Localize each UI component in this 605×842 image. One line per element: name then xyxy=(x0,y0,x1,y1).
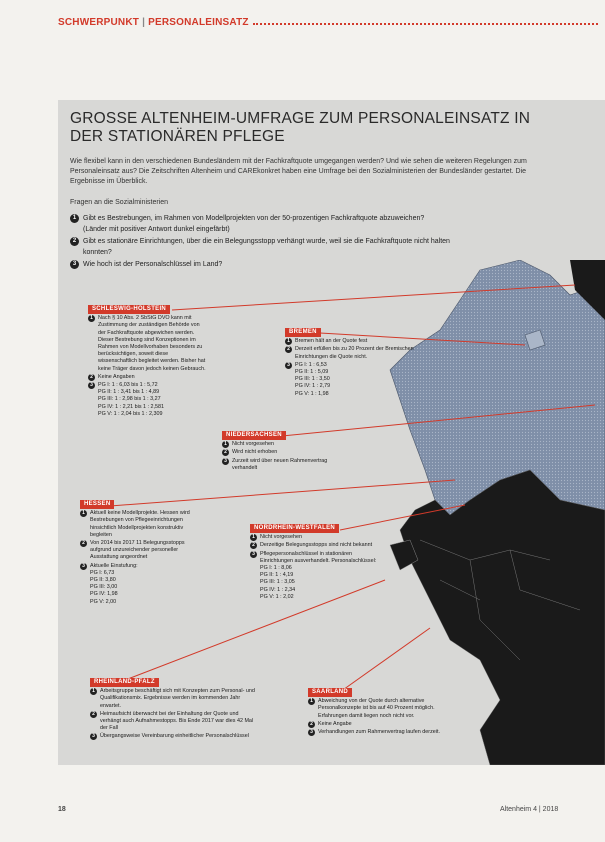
page-number: 18 xyxy=(58,806,66,813)
number-badge: 3 xyxy=(222,458,229,465)
article-intro: Wie flexibel kann in den verschiedenen Bundesländern mit der Fachkraftquote umgegangen werden? Und wie sehen die weiteren Regelungen zum Personaleinsatz aus? Die Zeitschriften Altenheim und CAREkonkret haben eine Umfrage bei den Sozialministerien der Bundesländer gestartet. Die Ergebnisse im Überblick. xyxy=(70,158,527,185)
dotted-rule xyxy=(253,19,598,25)
answer-2: Keine Angabe xyxy=(318,720,352,727)
pg-value: PG II: 1 : 4,19 xyxy=(260,572,294,579)
pg-value: PG V: 2,00 xyxy=(90,598,117,605)
region-schleswig-holstein xyxy=(88,305,206,418)
number-badge: 1 xyxy=(80,510,87,517)
answer-1: Aktuell keine Modellprojekte. Hessen wird Bestrebungen von Pflegeeinrichtungen hinsichtlich Modellprojekten konstruktiv begleiten xyxy=(90,510,190,538)
number-badge: 3 xyxy=(88,382,95,389)
pg-value: PG I: 6,73 xyxy=(90,569,115,576)
answer-2: Keine Angaben xyxy=(98,373,135,380)
number-badge: 3 xyxy=(90,733,97,740)
region-label: RHEINLAND-PFALZ xyxy=(90,678,159,687)
answer-3: PG I: 1 : 6,03 bis 1 : 5,72 xyxy=(98,382,158,389)
number-badge: 1 xyxy=(285,338,292,345)
answer-2: Heimaufsicht überwacht bei der Einhaltung der Quote und verhängt auch Aufnahmestopps. Bis Ende 2017 war dies 42 Mal der Fall xyxy=(100,710,254,732)
pg-value: PG V: 1 : 1,98 xyxy=(295,390,329,397)
section-topic: PERSONALEINSATZ xyxy=(148,16,249,28)
pg-value: PG V: 1 : 2,02 xyxy=(260,593,294,600)
number-badge: 1 xyxy=(308,698,315,705)
region-nordrhein-westfalen xyxy=(250,524,385,601)
region-niedersachsen xyxy=(222,431,347,472)
number-badge: 1 xyxy=(250,534,257,541)
answer-1: Nicht vorgesehen xyxy=(232,441,274,448)
number-badge: 3 xyxy=(308,729,315,736)
region-label: SAARLAND xyxy=(308,688,352,697)
number-badge: 1 xyxy=(70,214,79,223)
pg-value: PG III: 1 : 3,50 xyxy=(295,376,330,383)
section-label: SCHWERPUNKT xyxy=(58,16,140,28)
pg-value: PG I: 1 : 8,06 xyxy=(260,565,292,572)
pg-value: PG V: 1 : 2,04 bis 1 : 2,309 xyxy=(98,410,163,417)
region-bremen xyxy=(285,328,420,398)
number-badge: 2 xyxy=(250,542,257,549)
region-hessen xyxy=(80,500,205,606)
number-badge: 2 xyxy=(285,346,292,353)
pg-value: PG II: 3,80 xyxy=(90,577,116,584)
question-text: Gibt es Bestrebungen, im Rahmen von Modellprojekten von der 50-prozentigen Fachkraftquote abzuweichen? (Länder mit positiver Antwort dunkel eingefärbt) xyxy=(83,215,425,233)
region-label: NORDRHEIN-WESTFALEN xyxy=(250,524,339,533)
pg-value: PG IV: 1 : 2,21 bis 1 : 2,581 xyxy=(98,403,165,410)
question-text: Wie hoch ist der Personalschlüssel im Land? xyxy=(83,261,223,268)
region-label: NIEDERSACHSEN xyxy=(222,431,286,440)
answer-1: Nicht vorgesehen xyxy=(260,534,302,541)
questions-heading: Fragen an die Sozialministerien xyxy=(70,199,169,206)
region-rheinland-pfalz xyxy=(90,678,255,741)
number-badge: 1 xyxy=(88,315,95,322)
answer-2: Derzeit erfüllen bis zu 20 Prozent der Bremischen Einrichtungen die Quote nicht. xyxy=(295,346,414,360)
region-saarland xyxy=(308,688,448,736)
pg-value: PG III: 1 : 2,98 bis 1 : 3,27 xyxy=(98,396,161,403)
number-badge: 3 xyxy=(250,551,257,558)
number-badge: 2 xyxy=(308,721,315,728)
pg-value: PG II: 1 : 5,09 xyxy=(295,369,329,376)
pg-value: PG IV: 1 : 2,79 xyxy=(295,383,331,390)
question-item xyxy=(70,236,450,258)
magazine-issue: Altenheim 4 | 2018 xyxy=(500,806,559,813)
pg-value: PG IV: 1,98 xyxy=(90,591,118,598)
answer-3: Zurzeit wird über neuen Rahmenvertrag verhandelt xyxy=(232,457,328,471)
pg-value: PG III: 1 : 3,05 xyxy=(260,579,295,586)
number-badge: 3 xyxy=(70,260,79,269)
number-badge: 1 xyxy=(222,441,229,448)
number-badge: 2 xyxy=(80,540,87,547)
region-label: SCHLESWIG-HOLSTEIN xyxy=(88,305,170,314)
map-light-region xyxy=(390,260,605,515)
number-badge: 2 xyxy=(90,711,97,718)
answer-3: Aktuelle Einstufung: xyxy=(90,562,138,569)
answer-1: Arbeitsgruppe beschäftigt sich mit Konzepten zum Personal- und Qualifikationsmix. Ergebnisse werden im kommenden Jahr erwartet. xyxy=(100,688,255,709)
section-separator: | xyxy=(142,16,146,28)
section-header xyxy=(58,15,598,29)
number-badge: 2 xyxy=(222,449,229,456)
answer-2: Von 2014 bis 2017 11 Belegungsstopps aufgrund unzureichender personeller Ausstattung angeordnet xyxy=(90,540,185,561)
pg-value: PG II: 1 : 3,41 bis 1 : 4,89 xyxy=(98,389,160,396)
answer-3: Verhandlungen zum Rahmenvertrag laufen derzeit. xyxy=(318,729,440,736)
region-label: BREMEN xyxy=(285,328,321,337)
answer-3: Pflegepersonalschlüssel in stationären Einrichtungen ausverhandelt. Personalschlüssel: xyxy=(260,550,377,564)
answer-1: Nach § 10 Abs. 2 SbStG DVO kann mit Zustimmung der zuständigen Behörde von der Fachkraftquote abgewichen werden. Dieser Bestrebung sind Konzeptionen im Rahmen von Modellvorhaben besonders zu berücksichtigen, soweit diese wissenschaftlich begleitet werden. Bisher hat keine Träger davon jedoch keinen Gebrauch. xyxy=(98,315,206,372)
pg-value: PG III: 3,00 xyxy=(90,584,118,591)
answer-3: PG I: 1 : 6,53 xyxy=(295,361,327,368)
number-badge: 2 xyxy=(70,237,79,246)
answer-1: Abweichung von der Quote durch alternative Personalkonzepte ist bis auf 40 Prozent möglich. Erfahrungen damit liegen noch nicht vor. xyxy=(318,698,435,719)
answer-2: Derzeitige Belegungsstopps sind nicht bekannt xyxy=(260,542,373,549)
number-badge: 1 xyxy=(90,688,97,695)
answer-1: Bremen hält an der Quote fest xyxy=(295,338,368,345)
number-badge: 3 xyxy=(285,362,292,369)
pg-value: PG IV: 1 : 2,34 xyxy=(260,586,296,593)
number-badge: 3 xyxy=(80,563,87,570)
region-label: HESSEN xyxy=(80,500,114,509)
number-badge: 2 xyxy=(88,374,95,381)
question-text: Gibt es stationäre Einrichtungen, über die ein Belegungsstopp verhängt wurde, weil sie die Fachkraftquote nicht halten konnten? xyxy=(83,238,450,256)
answer-3: Übergangsweise Vereinbarung einheitlicher Personalschlüssel xyxy=(100,733,249,740)
question-item xyxy=(70,213,450,235)
answer-2: Wird nicht erhoben xyxy=(232,449,278,456)
article-title: GROSSE ALTENHEIM-UMFRAGE ZUM PERSONALEINSATZ IN DER STATIONÄREN PFLEGE xyxy=(70,110,531,145)
